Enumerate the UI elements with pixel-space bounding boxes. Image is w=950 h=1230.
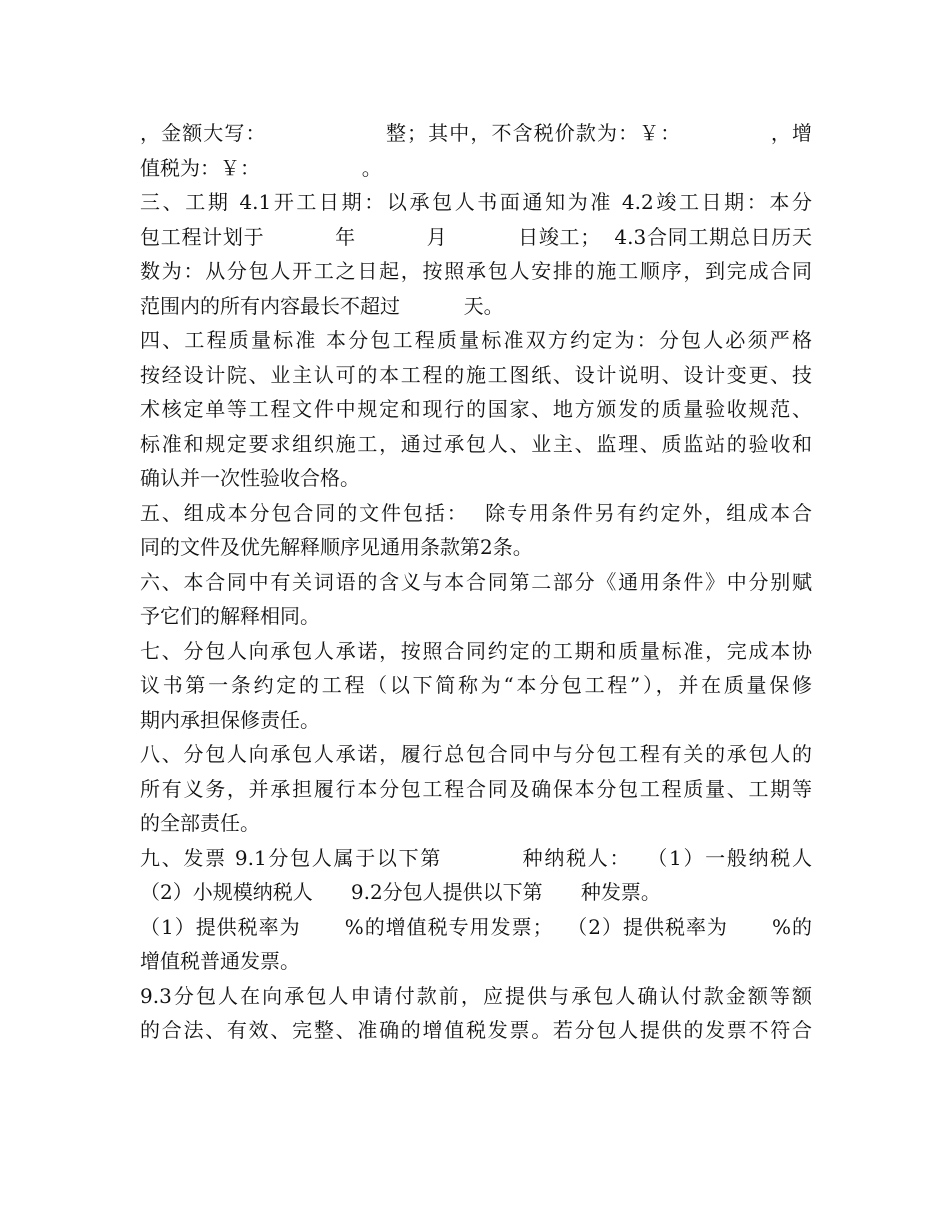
text-line: 9.3分包人在向承包人申请付款前，应提供与承包人确认付款金额等额 bbox=[140, 983, 812, 1008]
text-line: 五、组成本分包合同的文件包括： 除专用条件另有约定外，组成本合 bbox=[140, 500, 812, 525]
text-line: 增值税普通发票。 bbox=[140, 949, 300, 973]
text-line: （1）提供税率为 %的增值税专用发票； （2）提供税率为 %的 bbox=[140, 914, 812, 939]
text-line: 标准和规定要求组织施工，通过承包人、业主、监理、质监站的验收和 bbox=[140, 431, 812, 456]
text-line: 八、分包人向承包人承诺，履行总包合同中与分包工程有关的承包人的 bbox=[140, 742, 812, 766]
text-line: 所有义务，并承担履行本分包工程合同及确保本分包工程质量、工期等 bbox=[140, 776, 812, 801]
text-line: 同的文件及优先解释顺序见通用条款第2条。 bbox=[140, 535, 533, 559]
text-line: 的全部责任。 bbox=[140, 811, 260, 835]
contract-text bbox=[140, 116, 812, 1048]
text-line: 议书第一条约定的工程（以下简称为“本分包工程”），并在质量保修 bbox=[140, 673, 812, 697]
text-line: 按经设计院、业主认可的本工程的施工图纸、设计说明、设计变更、技 bbox=[140, 362, 812, 387]
text-line: 六、本合同中有关词语的含义与本合同第二部分《通用条件》中分别赋 bbox=[140, 569, 812, 594]
text-line: 四、工程质量标准 本分包工程质量标准双方约定为：分包人必须严格 bbox=[140, 328, 812, 352]
text-line: 包工程计划于 年 月 日竣工； 4.3合同工期总日历天 bbox=[140, 224, 812, 249]
text-line: 七、分包人向承包人承诺，按照合同约定的工期和质量标准，完成本协 bbox=[140, 638, 812, 663]
text-line: 予它们的解释相同。 bbox=[140, 604, 320, 628]
text-line: 值税为：￥： 。 bbox=[140, 155, 382, 180]
text-line: 九、发票 9.1分包人属于以下第 种纳税人： （1）一般纳税人 bbox=[140, 845, 812, 870]
text-line: （2）小规模纳税人 9.2分包人提供以下第 种发票。 bbox=[140, 880, 661, 904]
text-line: 术核定单等工程文件中规定和现行的国家、地方颁发的质量验收规范、 bbox=[140, 397, 812, 421]
text-line: 数为：从分包人开工之日起，按照承包人安排的施工顺序，到完成合同 bbox=[140, 259, 812, 283]
text-line: 的合法、有效、完整、准确的增值税发票。若分包人提供的发票不符合 bbox=[140, 1018, 812, 1042]
text-line: 三、工期 4.1开工日期：以承包人书面通知为准 4.2竣工日期：本分 bbox=[140, 190, 812, 214]
text-line: 确认并一次性验收合格。 bbox=[140, 466, 360, 490]
text-line: 期内承担保修责任。 bbox=[140, 707, 320, 732]
text-line: ，金额大写： 整；其中，不含税价款为：￥： ，增 bbox=[140, 121, 812, 145]
text-line: 范围内的所有内容最长不超过 天。 bbox=[140, 293, 504, 318]
